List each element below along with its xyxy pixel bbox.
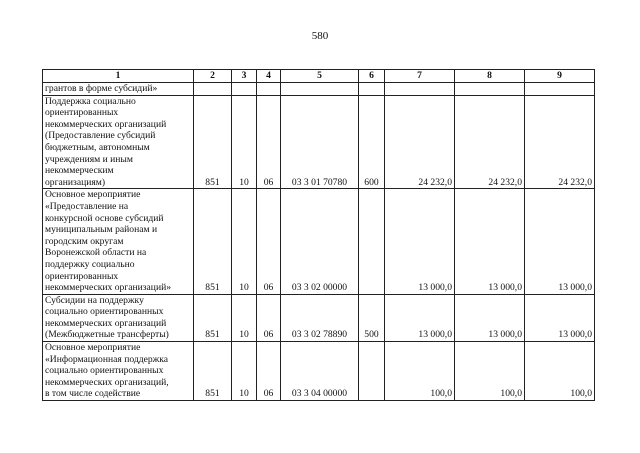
- row-name-line: социально ориентированных: [45, 365, 164, 377]
- row-name-line: некоммерческим: [45, 165, 114, 177]
- target-article-cell: 03 3 02 78890: [281, 294, 359, 341]
- target-article-cell: [281, 83, 359, 96]
- expense-type-cell: [359, 342, 385, 401]
- row-name-line: Поддержка социально: [45, 95, 136, 107]
- target-article-cell: 03 3 01 70780: [281, 95, 359, 189]
- header-cell: 4: [257, 70, 281, 83]
- row-name-line: грантов в форме субсидий»: [45, 83, 158, 94]
- page-number: 580: [311, 30, 329, 42]
- row-name-line: некоммерческих организаций: [45, 118, 167, 130]
- row-name-cell: [43, 83, 194, 96]
- table-header-row: [43, 70, 595, 83]
- subsection-code-cell: 06: [257, 189, 281, 294]
- row-name-line: конкурсной основе субсидий: [45, 212, 164, 224]
- amount-year-2-cell: [455, 83, 525, 96]
- row-name-line: ориентированных: [45, 270, 119, 282]
- section-code-cell: 10: [232, 189, 257, 294]
- table-row: [43, 342, 595, 401]
- expense-type-cell: [359, 83, 385, 96]
- row-name-line: муниципальным районам и: [45, 224, 158, 236]
- row-name-line: «Информационная поддержка: [45, 353, 169, 365]
- table-row: [43, 95, 595, 189]
- row-name-cell: [43, 342, 194, 401]
- amount-year-1-cell: 24 232,0: [385, 95, 455, 189]
- amount-year-3-cell: 13 000,0: [525, 294, 595, 341]
- section-code-cell: 10: [232, 342, 257, 401]
- table-row: [43, 189, 595, 294]
- expense-type-cell: 600: [359, 95, 385, 189]
- row-name-line: (Межбюджетные трансферты): [45, 329, 169, 341]
- expense-type-cell: 500: [359, 294, 385, 341]
- row-name-line: некоммерческих организаций,: [45, 376, 169, 388]
- header-cell: 5: [281, 70, 359, 83]
- gr-code-cell: 851: [194, 294, 232, 341]
- subsection-code-cell: 06: [257, 95, 281, 189]
- gr-code-cell: 851: [194, 342, 232, 401]
- gr-code-cell: 851: [194, 189, 232, 294]
- target-article-cell: 03 3 02 00000: [281, 189, 359, 294]
- header-cell: 2: [194, 70, 232, 83]
- row-name-line: Основное мероприятие: [45, 189, 141, 201]
- row-name-line: бюджетным, автономным: [45, 141, 150, 153]
- target-article-cell: 03 3 04 00000: [281, 342, 359, 401]
- gr-code-cell: [194, 83, 232, 96]
- amount-year-2-cell: 13 000,0: [455, 189, 525, 294]
- row-name-line: Основное мероприятие: [45, 342, 141, 354]
- amount-year-2-cell: 100,0: [455, 342, 525, 401]
- row-name-line: Субсидии на поддержку: [45, 294, 144, 306]
- row-name-cell: [43, 189, 194, 294]
- row-name-line: ориентированных: [45, 107, 119, 119]
- header-cell: 3: [232, 70, 257, 83]
- amount-year-3-cell: 24 232,0: [525, 95, 595, 189]
- amount-year-3-cell: 100,0: [525, 342, 595, 401]
- amount-year-1-cell: 100,0: [385, 342, 455, 401]
- amount-year-3-cell: [525, 83, 595, 96]
- row-name-line: некоммерческих организаций: [45, 317, 167, 329]
- gr-code-cell: 851: [194, 95, 232, 189]
- subsection-code-cell: 06: [257, 294, 281, 341]
- amount-year-1-cell: [385, 83, 455, 96]
- row-name-line: городским округам: [45, 235, 124, 247]
- amount-year-3-cell: 13 000,0: [525, 189, 595, 294]
- row-name-line: социально ориентированных: [45, 306, 164, 318]
- subsection-code-cell: 06: [257, 342, 281, 401]
- row-name-line: «Предоставление на: [45, 200, 129, 212]
- row-name-line: (Предоставление субсидий: [45, 130, 156, 142]
- row-name-line: Воронежской области на: [45, 247, 147, 259]
- header-cell: 6: [359, 70, 385, 83]
- row-name-line: учреждениям и иным: [45, 153, 133, 165]
- expense-type-cell: [359, 189, 385, 294]
- section-code-cell: 10: [232, 95, 257, 189]
- section-code-cell: 10: [232, 294, 257, 341]
- subsection-code-cell: [257, 83, 281, 96]
- row-name-line: некоммерческих организаций»: [45, 282, 172, 294]
- header-cell: 8: [455, 70, 525, 83]
- row-name-line: в том числе содействие: [45, 388, 141, 400]
- row-name-cell: [43, 294, 194, 341]
- budget-table: [42, 69, 595, 401]
- header-cell: 1: [43, 70, 194, 83]
- table-row: [43, 294, 595, 341]
- amount-year-2-cell: 13 000,0: [455, 294, 525, 341]
- row-name-cell: [43, 95, 194, 189]
- amount-year-1-cell: 13 000,0: [385, 189, 455, 294]
- header-cell: 7: [385, 70, 455, 83]
- amount-year-1-cell: 13 000,0: [385, 294, 455, 341]
- amount-year-2-cell: 24 232,0: [455, 95, 525, 189]
- section-code-cell: [232, 83, 257, 96]
- row-name-line: поддержку социально: [45, 258, 135, 270]
- row-name-line: организациям): [45, 176, 106, 188]
- header-cell: 9: [525, 70, 595, 83]
- table-row: [43, 83, 595, 96]
